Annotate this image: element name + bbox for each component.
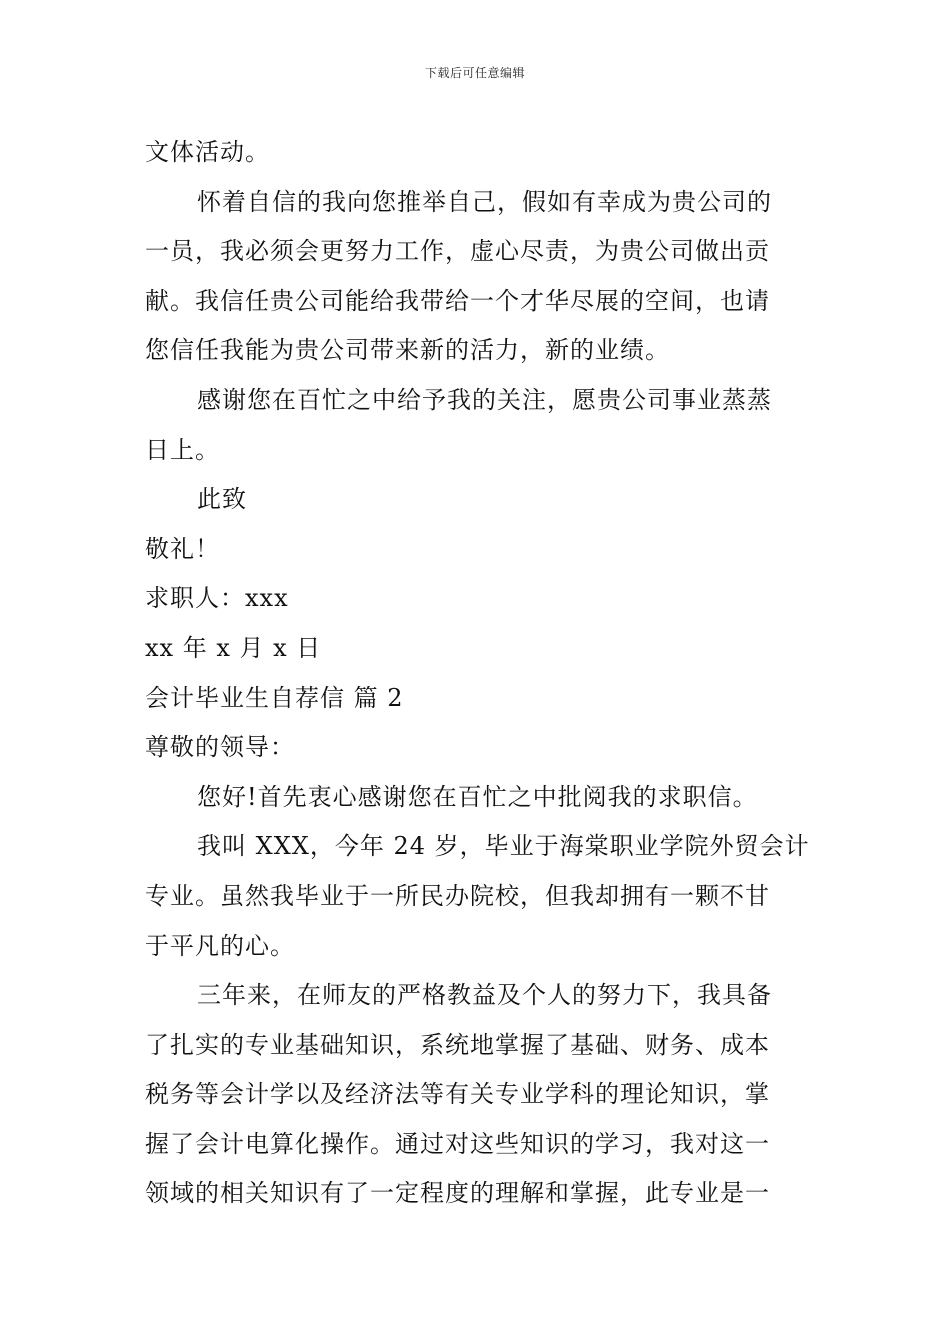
text-line: 了扎实的专业基础知识，系统地掌握了基础、财务、成本 xyxy=(145,1030,770,1059)
text-line: 感谢您在百忙之中给予我的关注，愿贵公司事业蒸蒸 xyxy=(197,385,772,414)
text-line: 领域的相关知识有了一定程度的理解和掌握，此专业是一 xyxy=(145,1179,770,1208)
text-line: 握了会计电算化操作。通过对这些知识的学习，我对这一 xyxy=(145,1129,770,1158)
salutation-regards: 敬礼！ xyxy=(145,534,220,563)
text-line: 于平凡的心。 xyxy=(145,931,295,960)
applicant-signature: 求职人：xxx xyxy=(145,584,289,613)
page-header: 下载后可任意编辑 xyxy=(424,66,525,80)
section-title: 会计毕业生自荐信 篇 2 xyxy=(145,683,404,712)
salutation-closing: 此致 xyxy=(197,485,247,514)
document-body xyxy=(145,128,809,1219)
text-line: 税务等会计学以及经济法等有关专业学科的理论知识，掌 xyxy=(145,1080,770,1109)
letter-greeting: 尊敬的领导： xyxy=(145,733,295,762)
text-line: 怀着自信的我向您推举自己，假如有幸成为贵公司的 xyxy=(197,187,772,216)
text-line: 三年来，在师友的严格教益及个人的努力下，我具备 xyxy=(197,981,772,1010)
text-line: 献。我信任贵公司能给我带给一个才华尽展的空间，也请 xyxy=(145,286,770,315)
text-line: 文体活动。 xyxy=(145,138,270,166)
text-line: 您好!首先衷心感谢您在百忙之中批阅我的求职信。 xyxy=(197,782,758,811)
text-line: 日上。 xyxy=(145,435,220,464)
text-line: 专业。虽然我毕业于一所民办院校，但我却拥有一颗不甘 xyxy=(145,881,770,910)
text-line: 一员，我必须会更努力工作，虚心尽责，为贵公司做出贡 xyxy=(145,237,770,266)
text-line: 您信任我能为贵公司带来新的活力，新的业绩。 xyxy=(145,336,670,365)
text-line: 我叫 XXX，今年 24 岁，毕业于海棠职业学院外贸会计 xyxy=(197,832,810,861)
letter-date: xx 年 x 月 x 日 xyxy=(145,633,322,662)
